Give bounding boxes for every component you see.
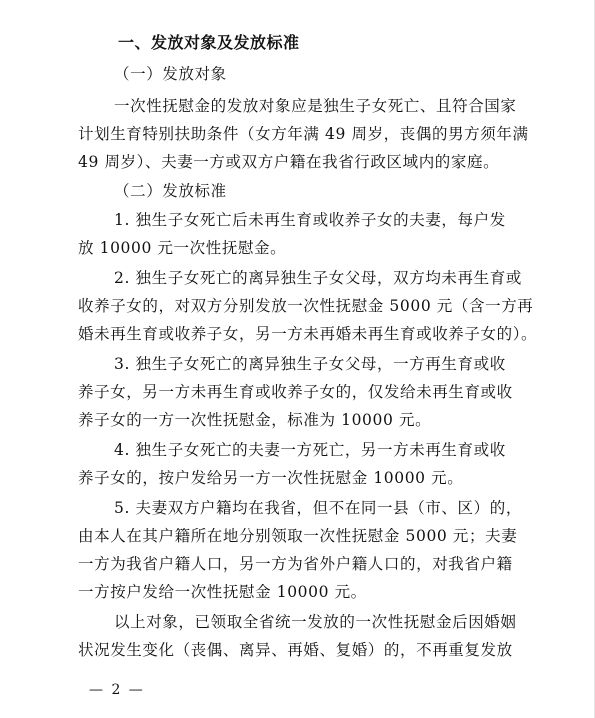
body-line: 5. 夫妻双方户籍均在我省，但不在同一县（市、区）的，: [114, 499, 522, 517]
body-line: 婚未再生育或收养子女，另一方未再婚未再生育或收养子女的）。: [78, 325, 538, 343]
section-heading: 一、发放对象及发放标准: [118, 33, 300, 52]
body-line: 4. 独生子女死亡的夫妻一方死亡，另一方未再生育或收: [114, 441, 506, 459]
subsection-title-standards: （二）发放标准: [114, 182, 227, 200]
body-line: 养子女的，按户发给另一方一次性抚慰金 10000 元。: [78, 469, 464, 487]
body-line: 以上对象，已领取全省统一发放的一次性抚慰金后因婚姻: [114, 613, 517, 631]
body-line: 49 周岁）、夫妻一方或双方户籍在我省行政区域内的家庭。: [78, 153, 500, 171]
body-line: 养子女，另一方未再生育或收养子女的，仅发给未再生育或收: [78, 383, 513, 401]
body-line: 一次性抚慰金的发放对象应是独生子女死亡、且符合国家: [114, 97, 517, 115]
body-line: 一方按户发给一次性抚慰金 10000 元。: [78, 583, 367, 601]
body-line: 养子女的一方一次性抚慰金，标准为 10000 元。: [78, 411, 432, 429]
body-line: 由本人在其户籍所在地分别领取一次性抚慰金 5000 元；夫妻: [78, 527, 518, 545]
body-line: 2. 独生子女死亡的离异独生子女父母，双方均未再生育或: [114, 269, 522, 287]
body-line: 放 10000 元一次性抚慰金。: [78, 239, 287, 257]
body-line: 状况发生变化（丧偶、离异、再婚、复婚）的，不再重复发放: [78, 641, 513, 659]
body-line: 计划生育特别扶助条件（女方年满 49 周岁，丧偶的男方须年满: [78, 125, 529, 143]
body-line: 3. 独生子女死亡的离异独生子女父母，一方再生育或收: [114, 355, 506, 373]
body-line: 1. 独生子女死亡后未再生育或收养子女的夫妻，每户发: [114, 211, 506, 229]
subsection-title-recipients: （一）发放对象: [114, 65, 227, 83]
page-number: — 2 —: [89, 682, 145, 698]
body-line: 收养子女的，对双方分别发放一次性抚慰金 5000 元（含一方再: [78, 297, 534, 315]
body-line: 一方为我省户籍人口，另一方为省外户籍人口的，对我省户籍: [78, 555, 513, 573]
